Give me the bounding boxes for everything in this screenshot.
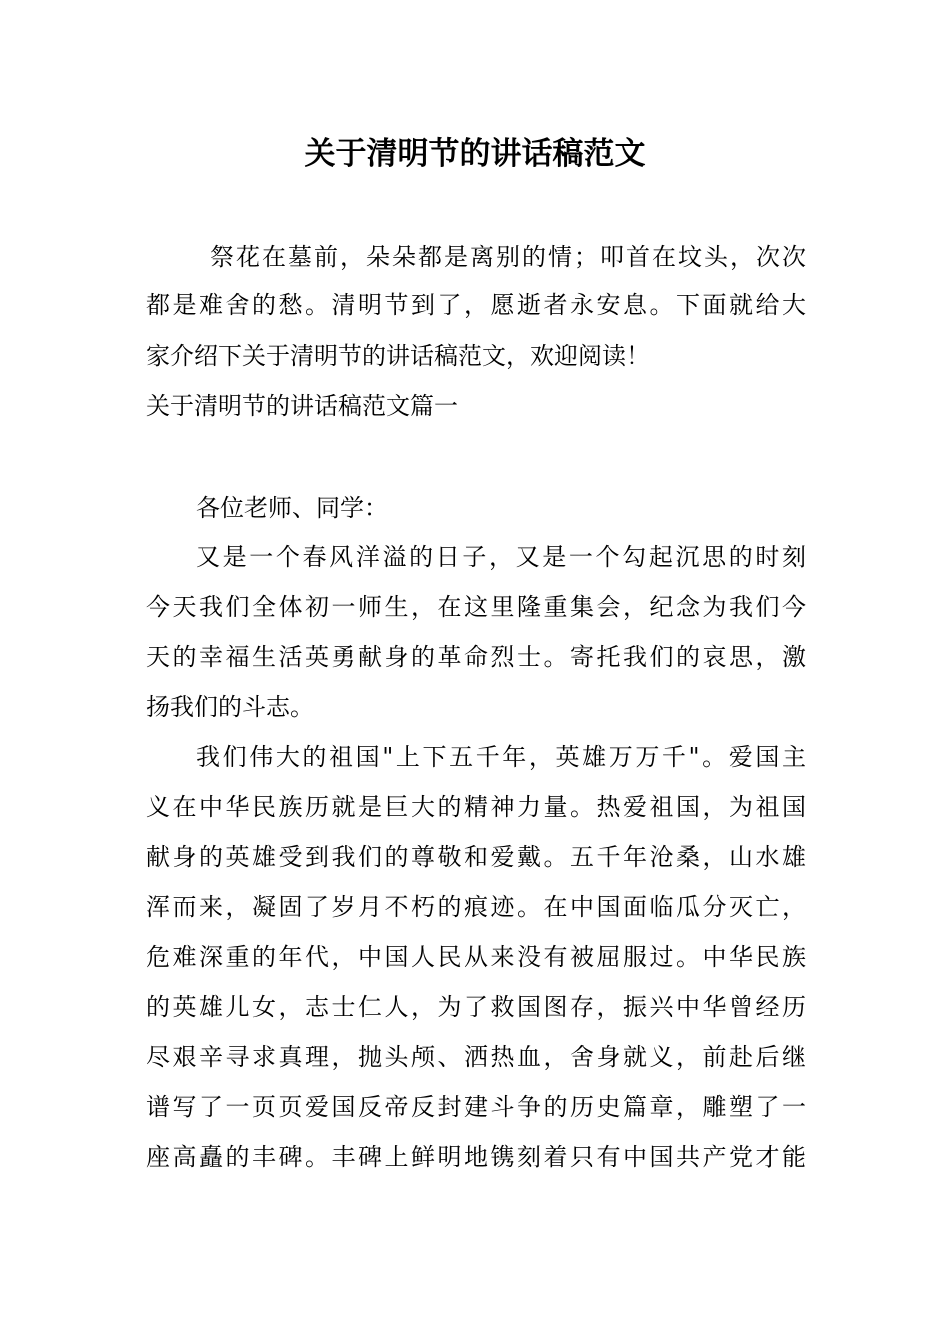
intro-line: 都是难舍的愁。清明节到了，愿逝者永安息。下面就给大 bbox=[146, 291, 806, 319]
paragraph-line: 尽艰辛寻求真理，抛头颅、洒热血，舍身就义，前赴后继 bbox=[146, 1043, 806, 1071]
section-heading: 关于清明节的讲话稿范文篇一 bbox=[146, 392, 458, 420]
paragraph-line: 的英雄儿女，志士仁人，为了救国图存，振兴中华曾经历 bbox=[146, 993, 806, 1021]
document-title: 关于清明节的讲话稿范文 bbox=[304, 136, 646, 172]
intro-line: 家介绍下关于清明节的讲话稿范文，欢迎阅读！ bbox=[146, 342, 650, 370]
intro-line: 祭花在墓前，朵朵都是离别的情；叩首在坟头，次次 bbox=[210, 243, 806, 271]
paragraph-line: 义在中华民族历就是巨大的精神力量。热爱祖国，为祖国 bbox=[146, 793, 806, 821]
paragraph-line: 浑而来，凝固了岁月不朽的痕迹。在中国面临瓜分灭亡， bbox=[146, 893, 806, 921]
paragraph-line: 扬我们的斗志。 bbox=[146, 693, 314, 721]
paragraph-line: 危难深重的年代，中国人民从来没有被屈服过。中华民族 bbox=[146, 943, 806, 971]
paragraph-line: 座高矗的丰碑。丰碑上鲜明地镌刻着只有中国共产党才能 bbox=[146, 1143, 806, 1171]
paragraph-line: 今天我们全体初一师生，在这里隆重集会，纪念为我们今 bbox=[146, 593, 806, 621]
paragraph-line: 谱写了一页页爱国反帝反封建斗争的历史篇章，雕塑了一 bbox=[146, 1093, 806, 1121]
paragraph-line: 又是一个春风洋溢的日子，又是一个勾起沉思的时刻 bbox=[196, 543, 806, 571]
paragraph-line: 献身的英雄受到我们的尊敬和爱戴。五千年沧桑，山水雄 bbox=[146, 843, 806, 871]
salutation: 各位老师、同学： bbox=[196, 494, 388, 522]
paragraph-line: 我们伟大的祖国"上下五千年，英雄万万千"。爱国主 bbox=[196, 743, 806, 771]
paragraph-line: 天的幸福生活英勇献身的革命烈士。寄托我们的哀思，激 bbox=[146, 643, 806, 671]
